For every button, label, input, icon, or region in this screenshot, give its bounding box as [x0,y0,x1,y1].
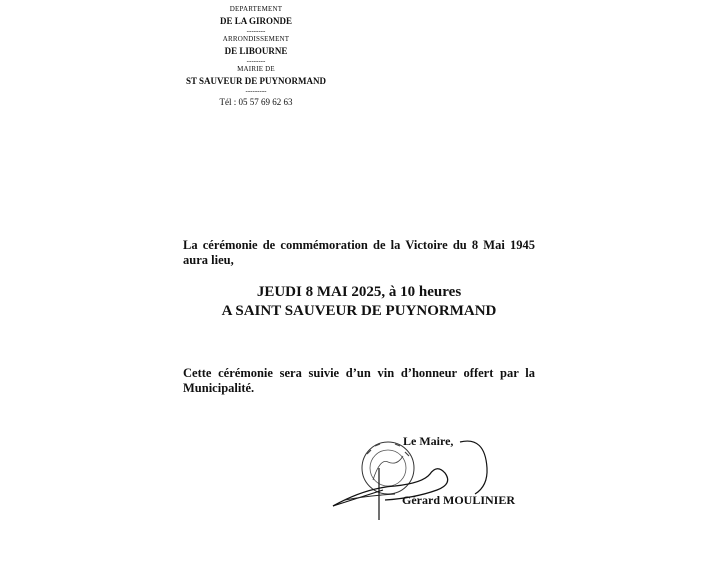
signature-block [325,428,555,528]
separator: --------- [245,87,267,95]
seal-inner-ring [370,450,406,486]
event-location: A SAINT SAUVEUR DE PUYNORMAND [221,303,497,319]
arrondissement-label: ARRONDISSEMENT [222,35,290,43]
phone-number: Tél : 05 57 69 62 63 [219,97,293,107]
separator: -------- [246,57,266,65]
signature-stroke [460,441,487,494]
followup-paragraph: Cette cérémonie sera suivie d’un vin d’honneur offert par la Municipalité. [183,365,535,395]
departement-label: DEPARTEMENT [229,5,283,13]
departement-name: DE LA GIRONDE [219,16,292,26]
seal-emblem [373,456,403,480]
mairie-label: MAIRIE DE [237,65,275,73]
commune-name: ST SAUVEUR DE PUYNORMAND [185,76,327,86]
arrondissement-name: DE LIBOURNE [224,46,288,56]
event-announcement [183,283,535,321]
signatory-name: Gérard MOULINIER [402,493,515,507]
event-date: JEUDI 8 MAI 2025, à 10 heures [256,284,462,300]
letterhead [180,4,332,108]
intro-paragraph: La cérémonie de commémoration de la Victoire du 8 Mai 1945 aura lieu, [183,237,535,267]
separator: -------- [246,27,266,35]
signatory-title: Le Maire, [403,434,454,448]
